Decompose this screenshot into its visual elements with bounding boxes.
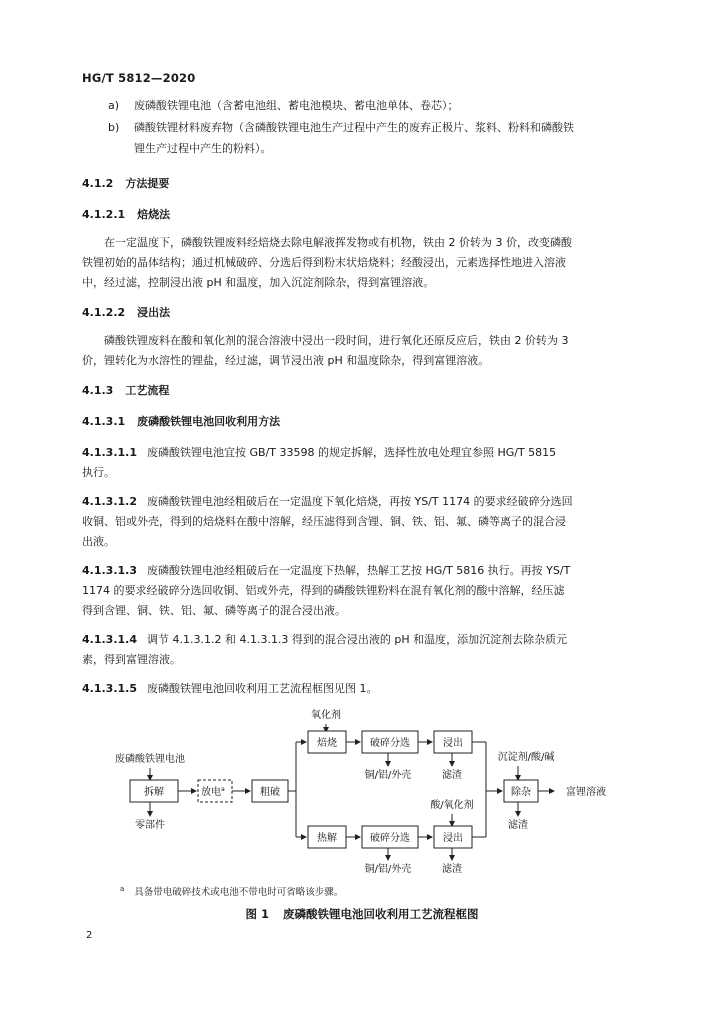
paragraph-line: 铁锂初始的晶体结构；通过机械破碎、分选后得到粉末状焙烧料；经酸浸出，元素选择性地进入溶液 (82, 256, 566, 269)
diagram-purify: 除杂 (511, 787, 531, 798)
paragraph-line: 磷酸铁锂废料在酸和氧化剂的混合溶液中浸出一段时间，进行氧化还原反应后，铁由 2 价转为 3 (104, 334, 569, 347)
diagram-leach-bottom: 浸出 (443, 833, 463, 844)
diagram-sort-bottom: 破碎分选 (370, 833, 410, 844)
list-marker: b) (108, 121, 120, 134)
figure-label: 图 1 (245, 907, 269, 921)
section-title: 浸出法 (137, 306, 171, 319)
diagram-roast: 焙烧 (317, 738, 337, 749)
clause-line: 收铜、铝或外壳，得到的焙烧料在酸中溶解，经压滤得到含锂、铜、铁、铝、氟、磷等离子的混合浸 (82, 515, 566, 528)
diagram-discharge: 放电$^a$ (201, 786, 225, 798)
clause-4-1-3-1-4 (82, 630, 642, 670)
diagram-pyrolysis: 热解 (317, 833, 337, 844)
diagram-leach-top: 浸出 (443, 738, 463, 749)
list-item-b (108, 118, 648, 160)
clause-line: 出液。 (82, 535, 115, 548)
clause-line: 1174 的要求经破碎分选回收铜、铝或外壳，得到的磷酸铁锂粉料在混有氧化剂的酸中溶解，经压滤 (82, 584, 565, 597)
section-heading-4-1-2-2 (82, 303, 170, 323)
section-title: 焙烧法 (137, 208, 171, 221)
process-flow-diagram (82, 700, 642, 880)
paragraph-line: 价，锂转化为水溶性的锂盐，经过滤，调节浸出液 pH 和温度除杂，得到富锂溶液。 (82, 354, 490, 367)
footnote-text: 具备带电破碎技术或电池不带电时可省略该步骤。 (134, 887, 344, 898)
diagram-acid-oxidant: 酸/氧化剂 (430, 800, 474, 811)
paragraph-line: 在一定温度下，磷酸铁锂废料经焙烧去除电解液挥发物或有机物，铁由 2 价转为 3 价，改变磷酸 (104, 236, 572, 249)
diagram-output: 富锂溶液 (566, 787, 606, 798)
section-heading-4-1-3-1 (82, 412, 280, 432)
section-heading-4-1-2-1 (82, 205, 170, 225)
list-text-line1: 磷酸铁锂材料废弃物（含磷酸铁锂电池生产过程中产生的废弃正极片、浆料、粉料和磷酸铁 (134, 121, 574, 134)
clause-4-1-3-1-5 (82, 679, 642, 699)
list-text: 废磷酸铁锂电池（含蓄电池组、蓄电池模块、蓄电池单体、卷芯）； (134, 99, 459, 112)
list-text-line2: 锂生产过程中产生的粉料）。 (134, 142, 272, 155)
clause-line: 废磷酸铁锂电池回收利用工艺流程框图见图 1。 (146, 682, 378, 695)
figure-title: 废磷酸铁锂电池回收利用工艺流程框图 (283, 907, 479, 921)
clause-line: 调节 4.1.3.1.2 和 4.1.3.1.3 得到的混合浸出液的 pH 和温度，添加沉淀剂去除杂质元 (146, 633, 568, 646)
diagram-sort-top: 破碎分选 (370, 738, 410, 749)
diagram-disassemble: 拆解 (144, 787, 164, 798)
section-number: 4.1.3.1 (82, 415, 126, 428)
section-title: 方法提要 (125, 177, 170, 190)
clause-number: 4.1.3.1.4 (82, 633, 137, 646)
diagram-recover-top: 铜/铝/外壳 (364, 770, 412, 781)
clause-line: 废磷酸铁锂电池经粗破后在一定温度下氧化焙烧，再按 YS/T 1174 的要求经破碎分选回 (146, 495, 573, 508)
page-number: 2 (86, 930, 93, 941)
footnote-marker: a (120, 885, 125, 893)
section-number: 4.1.3 (82, 384, 114, 397)
figure-caption (0, 906, 724, 922)
clause-number: 4.1.3.1.3 (82, 564, 137, 577)
clause-4-1-3-1-3 (82, 561, 642, 621)
clause-number: 4.1.3.1.1 (82, 446, 137, 459)
clause-line: 废磷酸铁锂电池经粗破后在一定温度下热解，热解工艺按 HG/T 5816 执行。再按 YS/T (146, 564, 571, 577)
standard-code: HG/T 5812—2020 (82, 71, 196, 85)
diagram-parts: 零部件 (135, 820, 165, 831)
diagram-residue-top: 滤渣 (442, 770, 462, 781)
paragraph-line: 中，经过滤，控制浸出液 pH 和温度，加入沉淀剂除杂，得到富锂溶液。 (82, 276, 435, 289)
diagram-crush: 粗破 (260, 787, 280, 798)
paragraph-roasting (82, 233, 642, 293)
diagram-recover-bottom: 铜/铝/外壳 (364, 864, 412, 875)
diagram-residue-bottom: 滤渣 (442, 864, 462, 875)
clause-line: 废磷酸铁锂电池宜按 GB/T 33598 的规定拆解，选择性放电处理宜参照 HG/T 5815 (146, 446, 557, 459)
diagram-input-label: 废磷酸铁锂电池 (115, 754, 185, 765)
paragraph-leaching (82, 331, 642, 371)
clause-4-1-3-1-2 (82, 492, 642, 552)
clause-line: 得到含锂、铜、铁、铝、氟、磷等离子的混合浸出液。 (82, 604, 346, 617)
clause-line: 素，得到富锂溶液。 (82, 653, 181, 666)
section-title: 工艺流程 (125, 384, 170, 397)
section-number: 4.1.2.2 (82, 306, 126, 319)
figure-footnote (120, 884, 343, 898)
section-title: 废磷酸铁锂电池回收利用方法 (137, 415, 281, 428)
section-number: 4.1.2.1 (82, 208, 126, 221)
clause-number: 4.1.3.1.2 (82, 495, 137, 508)
clause-4-1-3-1-1 (82, 443, 642, 483)
diagram-precipitant: 沉淀剂/酸/碱 (497, 752, 555, 763)
clause-line: 执行。 (82, 466, 115, 479)
section-heading-4-1-3 (82, 381, 169, 401)
diagram-oxidant: 氧化剂 (311, 710, 341, 721)
diagram-residue-purify: 滤渣 (508, 820, 528, 831)
list-marker: a) (108, 99, 120, 112)
clause-number: 4.1.3.1.5 (82, 682, 137, 695)
section-number: 4.1.2 (82, 177, 114, 190)
section-heading-4-1-2 (82, 174, 169, 194)
